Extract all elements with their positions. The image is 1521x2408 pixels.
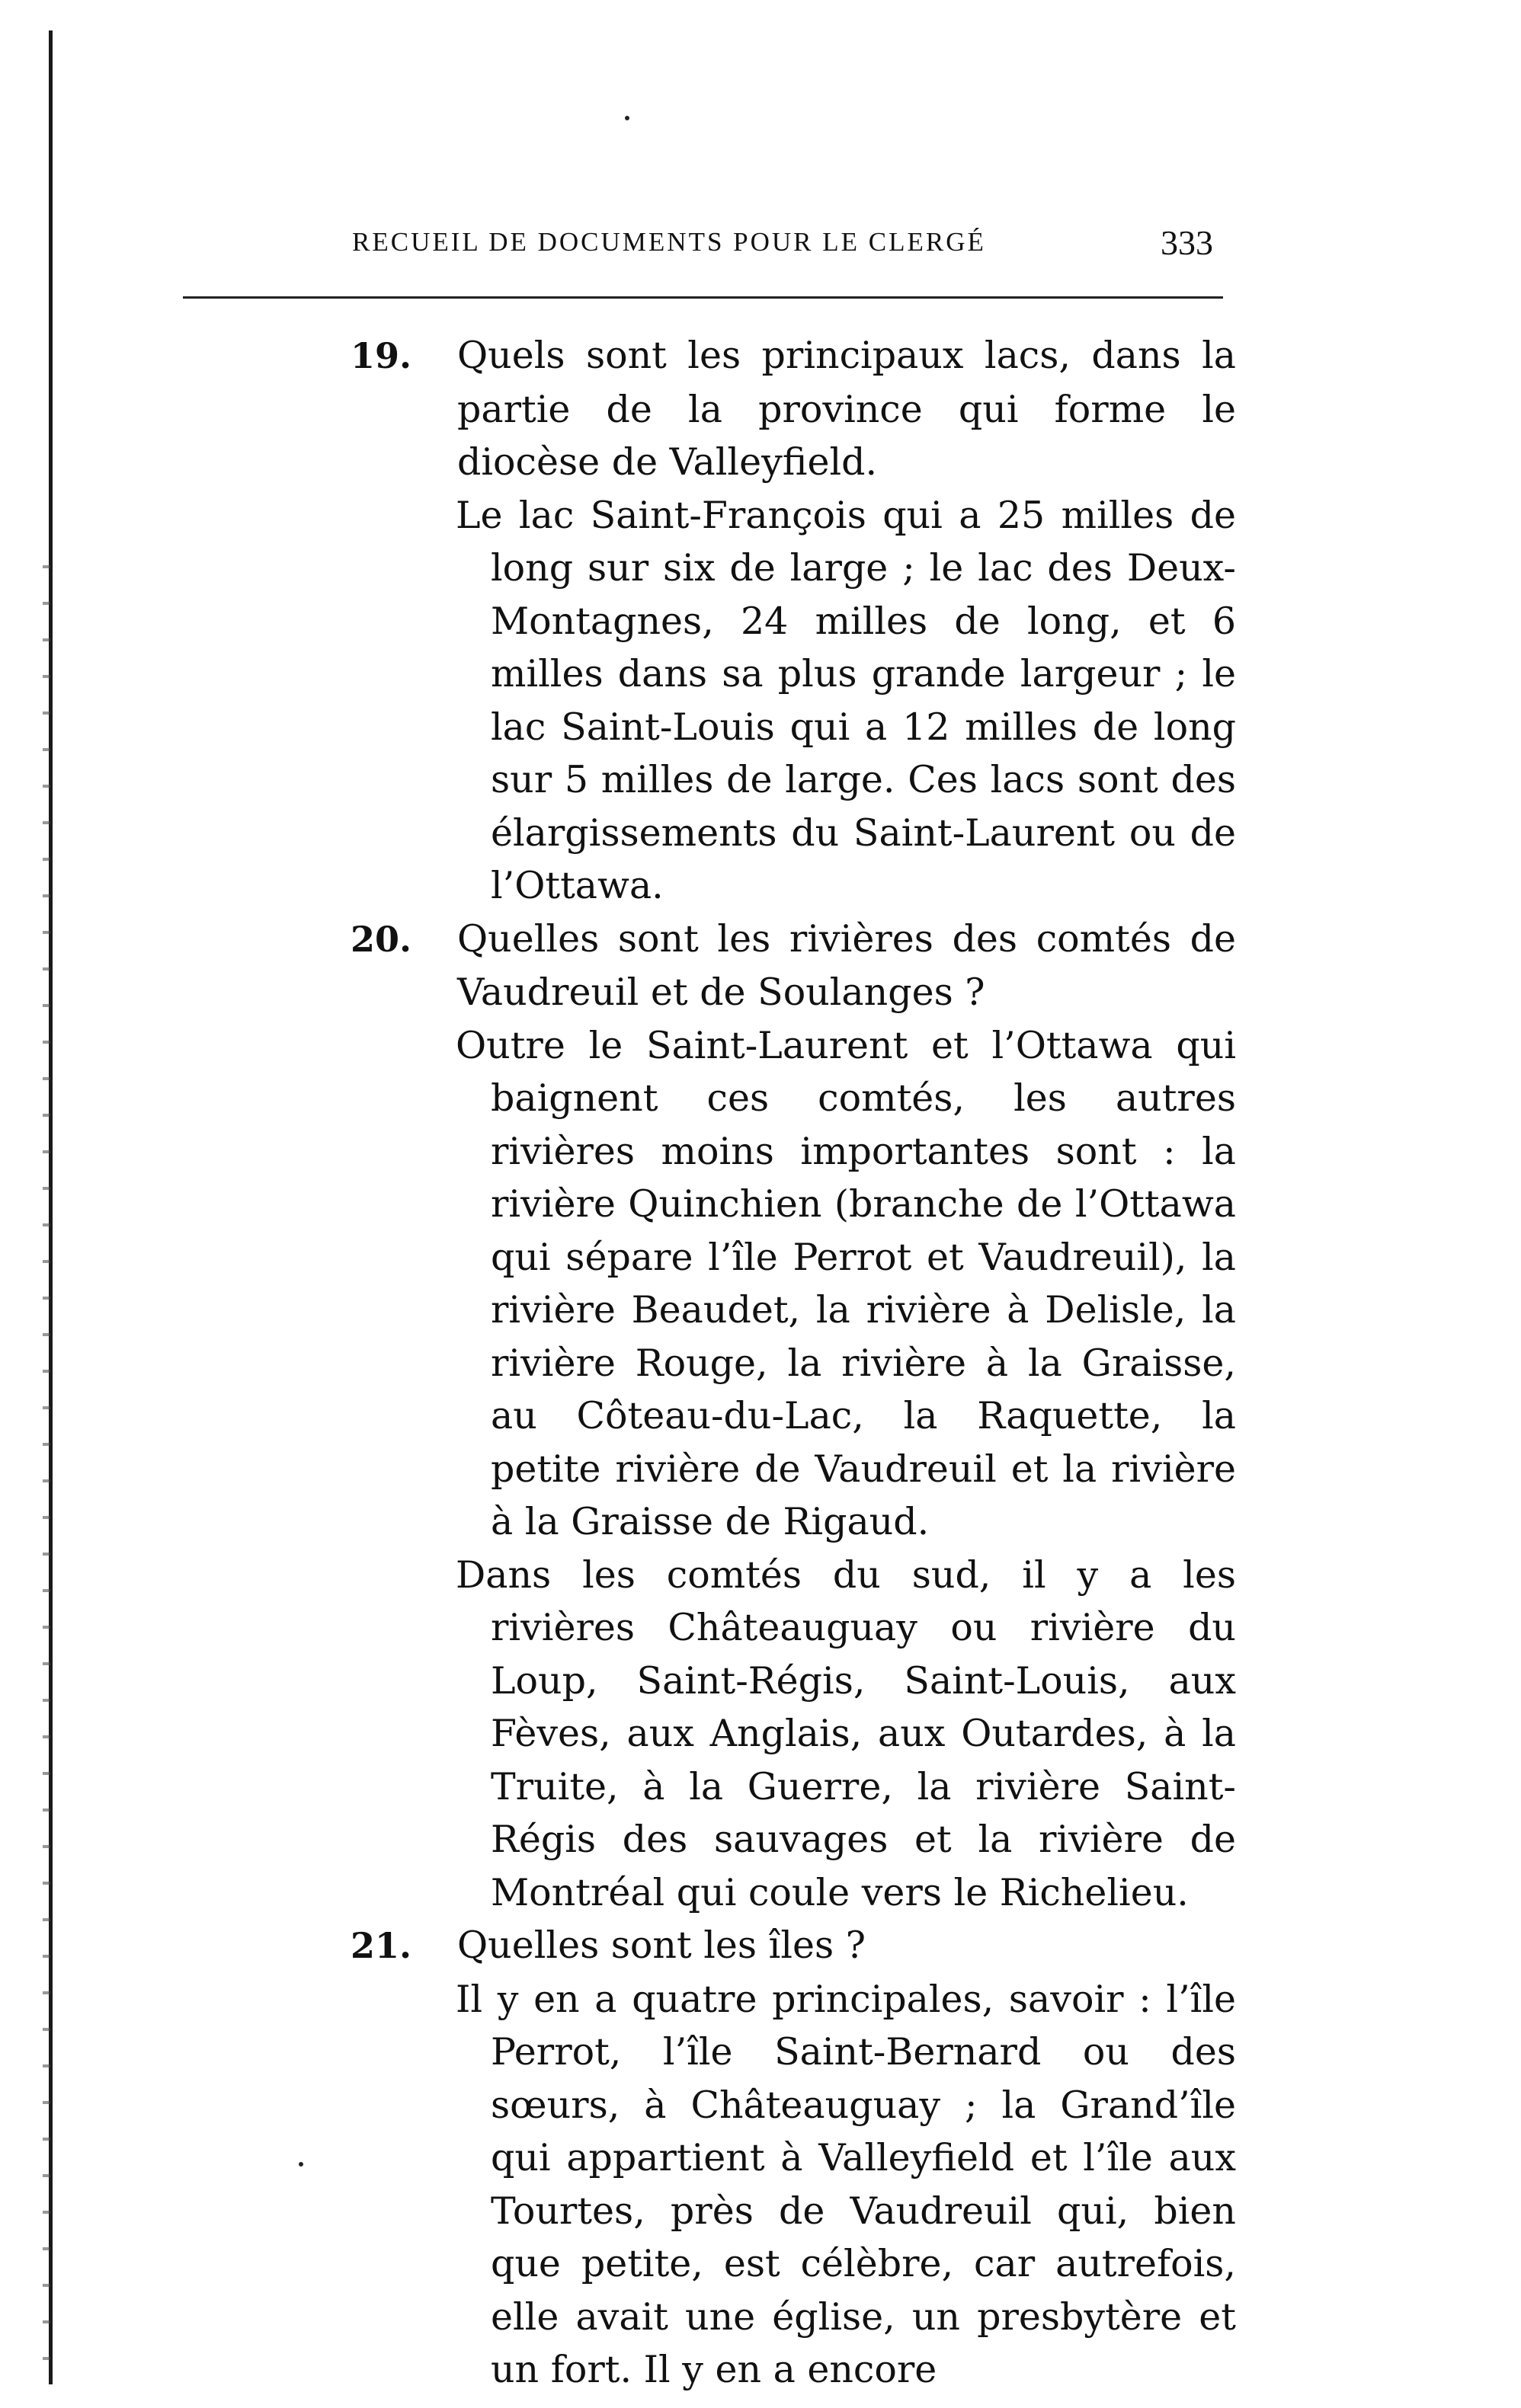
answer-paragraph: Le lac Saint-François qui a 25 milles de long sur six de large ; le lac des Deux-Montagnes, 24 milles de long, et 6 milles dans sa plus grande largeur ; le lac Saint-Louis qui a 12 milles de long sur 5 milles de large. Ces lacs sont des élargissements du Saint-Laurent ou de l’Ottawa. [456, 493, 1236, 907]
answer-paragraph: Outre le Saint-Laurent et l’Ottawa qui baignent ces comtés, les autres rivières moins importantes sont : la rivière Quinchien (branche de l’Ottawa qui sépare l’île Perrot et Vaudreuil), la rivière Beaudet, la rivière à Delisle, la rivière Rouge, la rivière à la Graisse, au Côteau-du-Lac, la Raquette, la petite rivière de Vaudreuil et la rivière à la Graisse de Rigaud. [456, 1023, 1236, 1543]
question-number: 20. [351, 918, 412, 960]
question-number: 19. [351, 335, 412, 376]
page-number: 333 [1161, 223, 1213, 262]
header-rule [183, 296, 1223, 299]
page-body [177, 329, 1236, 2397]
question-number: 21. [351, 1925, 412, 1966]
running-header [352, 222, 1213, 268]
question-text: Quelles sont les rivières des comtés de Vaudreuil et de Soulanges ? [457, 916, 1236, 1014]
question-text: Quels sont les principaux lacs, dans la partie de la province qui forme le diocèse de Valleyfield. [457, 334, 1236, 484]
question-text: Quelles sont les îles ? [457, 1924, 866, 1967]
question-20 [177, 913, 1236, 1019]
question-21 [177, 1919, 1236, 1973]
page-binding-ticks [43, 548, 50, 2377]
question-19 [177, 329, 1236, 489]
print-speck [625, 116, 629, 120]
answer-paragraph: Il y en a quatre principales, savoir : l’île Perrot, l’île Saint-Bernard ou des sœurs, à Châteauguay ; la Grand’île qui appartient à Valleyfield et l’île aux Tourtes, près de Vaudreuil qui, bien que petite, est célèbre, car autrefois, elle avait une église, un presbytère et un fort. Il y en a encore [456, 1977, 1236, 2391]
answer-paragraph: Dans les comtés du sud, il y a les rivières Châteauguay ou rivière du Loup, Saint-Régis, Saint-Louis, aux Fèves, aux Anglais, aux Outardes, à la Truite, à la Guerre, la rivière Saint-Régis des sauvages et la rivière de Montréal qui coule vers le Richelieu. [456, 1553, 1236, 1914]
running-title: RECUEIL DE DOCUMENTS POUR LE CLERGÉ [352, 227, 986, 257]
